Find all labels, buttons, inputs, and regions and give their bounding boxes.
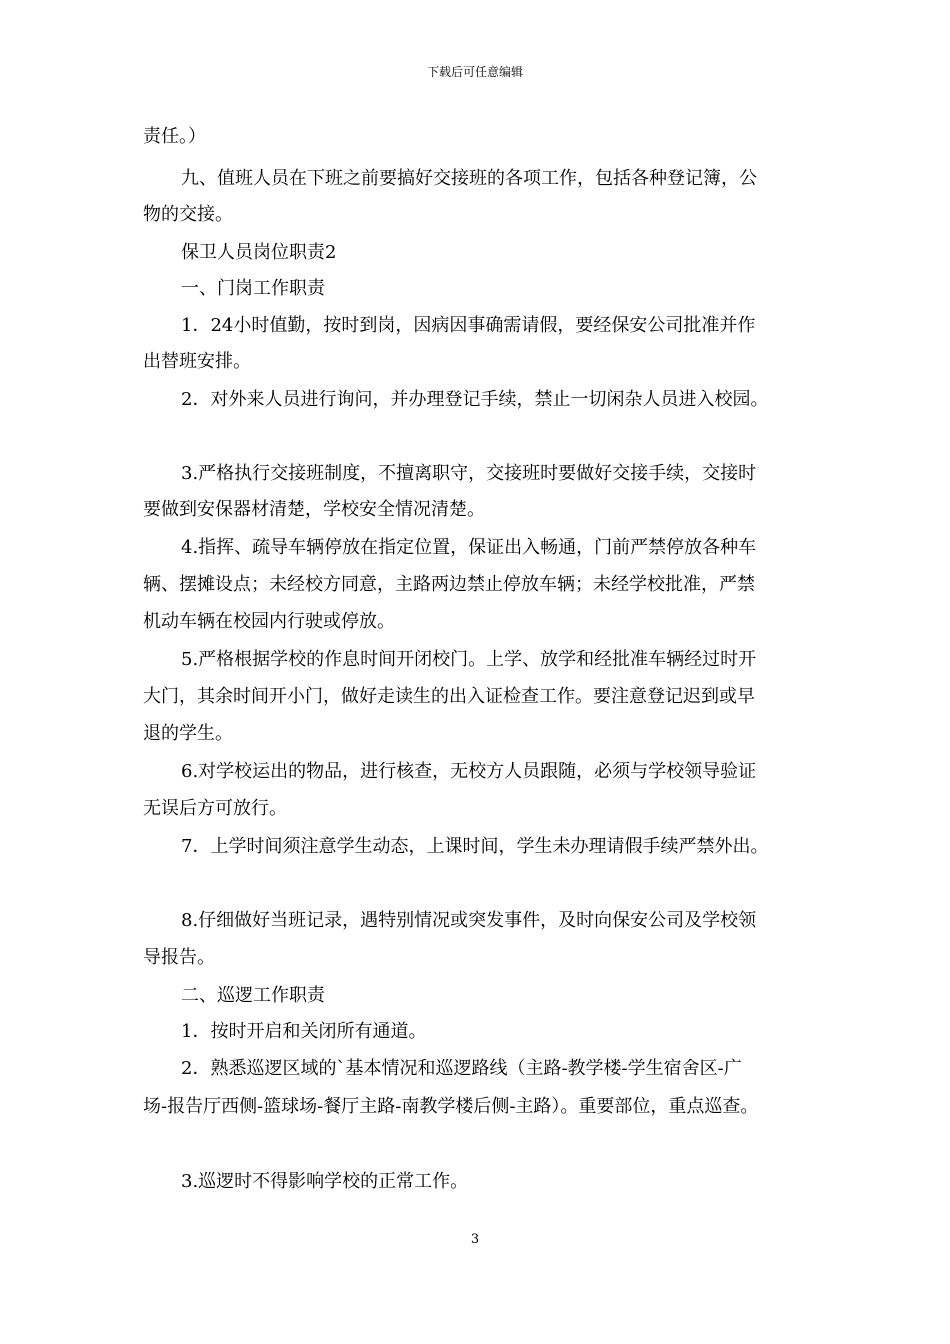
paragraph-7-line-0: 4.指挥、疏导车辆停放在指定位置，保证出入畅通，门前严禁停放各种车	[181, 537, 757, 558]
paragraph-1-line-0: 九、值班人员在下班之前要搞好交接班的各项工作，包括各种登记簿，公	[181, 168, 757, 189]
paragraph-11-line-0: 8.仔细做好当班记录，遇特别情况或突发事件，及时向保安公司及学校领	[181, 910, 757, 931]
paragraph-7-line-1: 辆、摆摊设点；未经校方同意，主路两边禁止停放车辆；未经学校批准，严禁	[143, 574, 755, 595]
heading-patrol-duties: 二、巡逻工作职责	[181, 985, 325, 1006]
paragraph-10-line-0: 7．上学时间须注意学生动态，上课时间，学生未办理请假手续严禁外出。	[181, 836, 769, 857]
paragraph-14-line-1: 场-报告厅西侧-篮球场-餐厅主路-南教学楼后侧-主路）。重要部位，重点巡查。	[143, 1096, 759, 1117]
section-title: 保卫人员岗位职责2	[181, 242, 337, 263]
paragraph-6-line-1: 要做到安保器材清楚，学校安全情况清楚。	[143, 499, 485, 520]
paragraph-14-line-0: 2．熟悉巡逻区域的`基本情况和巡逻路线（主路-教学楼-学生宿舍区-广	[181, 1058, 742, 1079]
paragraph-4-line-0: 1．24小时值勤，按时到岗，因病因事确需请假，要经保安公司批准并作	[181, 315, 756, 336]
paragraph-9-line-1: 无误后方可放行。	[143, 798, 287, 819]
page-header: 下载后可任意编辑	[426, 65, 523, 79]
paragraph-9-line-0: 6.对学校运出的物品，进行核查，无校方人员跟随，必须与学校领导验证	[181, 761, 757, 782]
paragraph-15-line-0: 3.巡逻时不得影响学校的正常工作。	[181, 1171, 469, 1192]
paragraph-8-line-0: 5.严格根据学校的作息时间开闭校门。上学、放学和经批准车辆经过时开	[181, 649, 757, 670]
paragraph-0-line-0: 责任。）	[143, 126, 206, 147]
heading-gate-duties: 一、门岗工作职责	[181, 278, 325, 299]
paragraph-13-line-0: 1．按时开启和关闭所有通道。	[181, 1021, 427, 1042]
paragraph-1-line-1: 物的交接。	[143, 204, 233, 225]
paragraph-8-line-1: 大门，其余时间开小门，做好走读生的出入证检查工作。要注意登记迟到或早	[143, 686, 755, 707]
paragraph-6-line-0: 3.严格执行交接班制度，不擅离职守，交接班时要做好交接手续，交接时	[181, 463, 757, 484]
paragraph-7-line-2: 机动车辆在校园内行驶或停放。	[143, 611, 395, 632]
paragraph-4-line-1: 出替班安排。	[143, 351, 251, 372]
paragraph-8-line-2: 退的学生。	[143, 723, 233, 744]
page-number: 3	[470, 1232, 480, 1247]
paragraph-5-line-0: 2．对外来人员进行询问，并办理登记手续，禁止一切闲杂人员进入校园。	[181, 389, 769, 410]
paragraph-11-line-1: 导报告。	[143, 947, 215, 968]
